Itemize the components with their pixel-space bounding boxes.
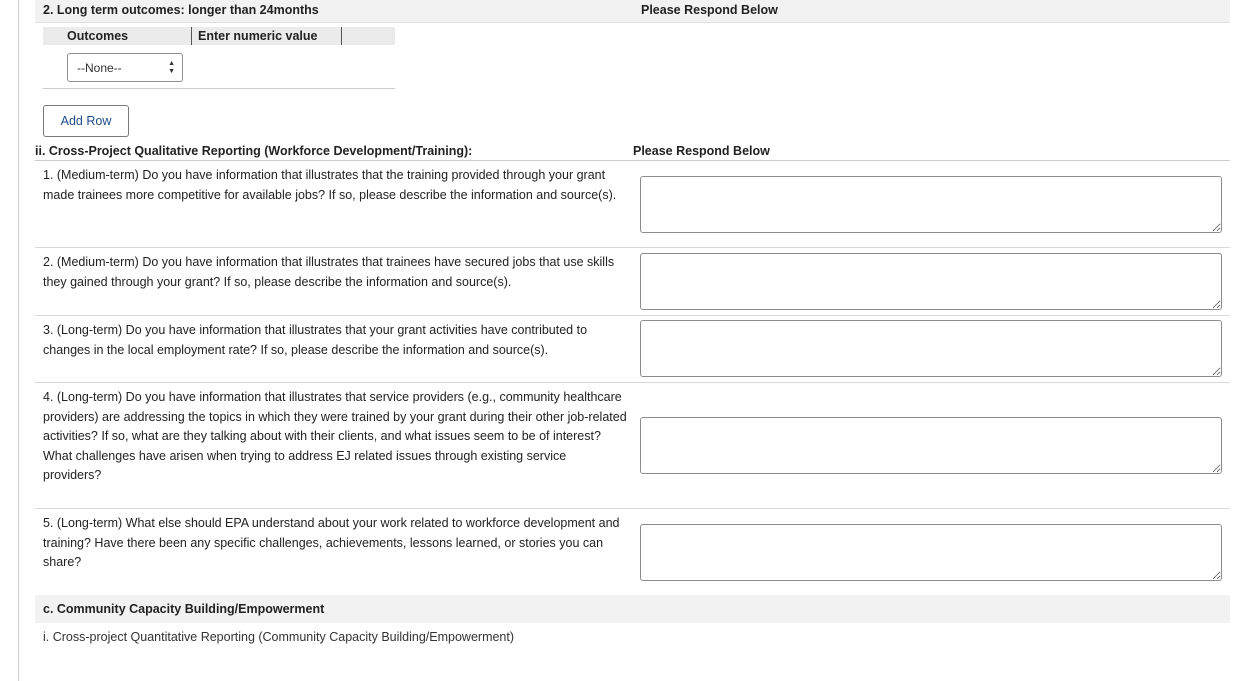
respond-label: Please Respond Below — [641, 3, 778, 17]
outcomes-column-header: Outcomes — [67, 29, 129, 43]
question-1-answer[interactable] — [640, 176, 1222, 233]
community-capacity-header — [35, 595, 1230, 623]
question-3-answer[interactable] — [640, 320, 1222, 377]
numeric-value-column-header: Enter numeric value — [198, 29, 318, 43]
add-row-button[interactable]: Add Row — [43, 105, 129, 137]
question-2-text: 2. (Medium-term) Do you have information that illustrates that trainees have secured jobs that use skills they gained through your grant? If so, please describe the information and source(s). — [43, 255, 615, 289]
qualitative-reporting-header — [35, 144, 1230, 161]
question-4-text: 4. (Long-term) Do you have information that illustrates that service providers (e.g., community healthcare providers) are addressing the topics in which they were trained by your grant during their other job-related activities? If so, what are they talking about with their clients, and what issues seem to be of interest? What challenges have arisen when trying to address EJ related issues through existing service providers? — [43, 390, 627, 483]
question-2-answer[interactable] — [640, 253, 1222, 310]
table-row-divider — [43, 88, 395, 89]
respond-label: Please Respond Below — [633, 144, 770, 158]
question-5-answer[interactable] — [640, 524, 1222, 581]
column-divider — [341, 27, 342, 45]
outcomes-table-header — [43, 27, 395, 45]
row-divider — [35, 382, 1230, 383]
row-divider — [35, 315, 1230, 316]
qualitative-reporting-title: ii. Cross-Project Qualitative Reporting (Workforce Development/Training): — [35, 144, 473, 158]
question-1-text: 1. (Medium-term) Do you have information that illustrates that the training provided through your grant made trainees more competitive for available jobs? If so, please describe the information and source(s). — [43, 168, 617, 202]
column-divider — [191, 27, 192, 45]
select-arrows-icon: ▲ ▼ — [168, 60, 175, 75]
question-4-answer[interactable] — [640, 417, 1222, 474]
long-term-outcomes-header — [35, 0, 1230, 23]
community-capacity-title: c. Community Capacity Building/Empowerment — [43, 602, 325, 616]
question-5-text: 5. (Long-term) What else should EPA understand about your work related to workforce development and training? Have there been any specific challenges, achievements, lessons learned, or stories you can share? — [43, 516, 620, 570]
outcome-select[interactable] — [67, 53, 183, 82]
question-3-text: 3. (Long-term) Do you have information that illustrates that your grant activities have contributed to changes in the local employment rate? If so, please describe the information and source(s). — [43, 323, 588, 357]
row-divider — [35, 508, 1230, 509]
row-divider — [35, 247, 1230, 248]
long-term-outcomes-title: 2. Long term outcomes: longer than 24months — [43, 3, 319, 17]
community-capacity-subtitle: i. Cross-project Quantitative Reporting (Community Capacity Building/Empowerment) — [43, 630, 515, 644]
outcome-select-value: --None-- — [77, 61, 122, 75]
